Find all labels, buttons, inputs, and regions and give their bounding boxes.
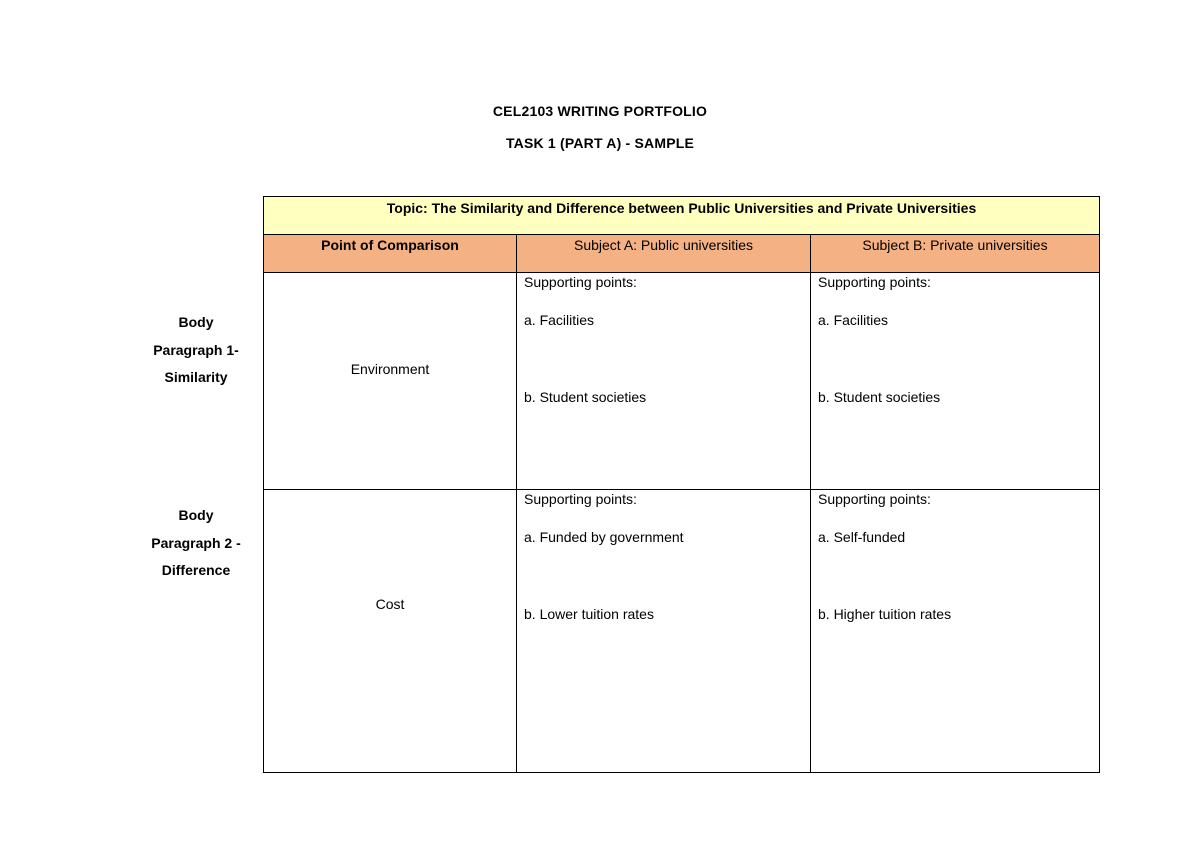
row-label-line: Similarity — [164, 369, 228, 385]
comparison-table — [263, 196, 1100, 773]
document-subtitle: TASK 1 (PART A) - SAMPLE — [505, 135, 695, 151]
supporting-points-heading: Supporting points: — [818, 491, 931, 507]
row-label-paragraph-1 — [130, 309, 262, 392]
subject-b-cell — [811, 490, 1100, 773]
supporting-point-a: a. Self-funded — [818, 529, 906, 545]
row-label-line: Difference — [161, 562, 231, 578]
point-of-comparison-cell: Cost — [264, 490, 517, 773]
supporting-point-b: b. Lower tuition rates — [524, 606, 654, 622]
subject-b-cell — [811, 273, 1100, 490]
supporting-points-heading: Supporting points: — [524, 274, 637, 290]
row-label-line: Body — [178, 507, 214, 523]
supporting-point-b: b. Student societies — [818, 389, 941, 405]
row-label-line: Paragraph 1- — [153, 341, 239, 358]
document-title: CEL2103 WRITING PORTFOLIO — [492, 103, 708, 119]
supporting-point-a: a. Facilities — [524, 312, 595, 328]
subject-a-cell — [517, 273, 811, 490]
table-row — [264, 490, 1100, 773]
supporting-point-a: a. Funded by government — [524, 529, 684, 545]
row-label-line: Paragraph 2 - — [151, 534, 241, 551]
topic-text: : The Similarity and Difference between Public Universities and Private Universities — [423, 200, 977, 216]
table-row — [264, 273, 1100, 490]
supporting-point-a: a. Facilities — [818, 312, 889, 328]
supporting-points-heading: Supporting points: — [524, 491, 637, 507]
supporting-points-heading: Supporting points: — [818, 274, 931, 290]
row-label-paragraph-2 — [130, 502, 262, 585]
topic-row — [264, 197, 1100, 235]
row-label-line: Body — [178, 314, 214, 330]
point-of-comparison-cell: Environment — [264, 273, 517, 490]
topic-cell — [264, 197, 1100, 235]
topic-prefix: Topic — [386, 200, 424, 216]
supporting-point-b: b. Higher tuition rates — [818, 606, 952, 622]
column-header-row — [264, 235, 1100, 273]
column-header-point: Point of Comparison — [264, 235, 517, 273]
column-header-subject-b: Subject B: Private universities — [811, 235, 1100, 273]
column-header-subject-a: Subject A: Public universities — [517, 235, 811, 273]
supporting-point-b: b. Student societies — [524, 389, 647, 405]
subject-a-cell — [517, 490, 811, 773]
